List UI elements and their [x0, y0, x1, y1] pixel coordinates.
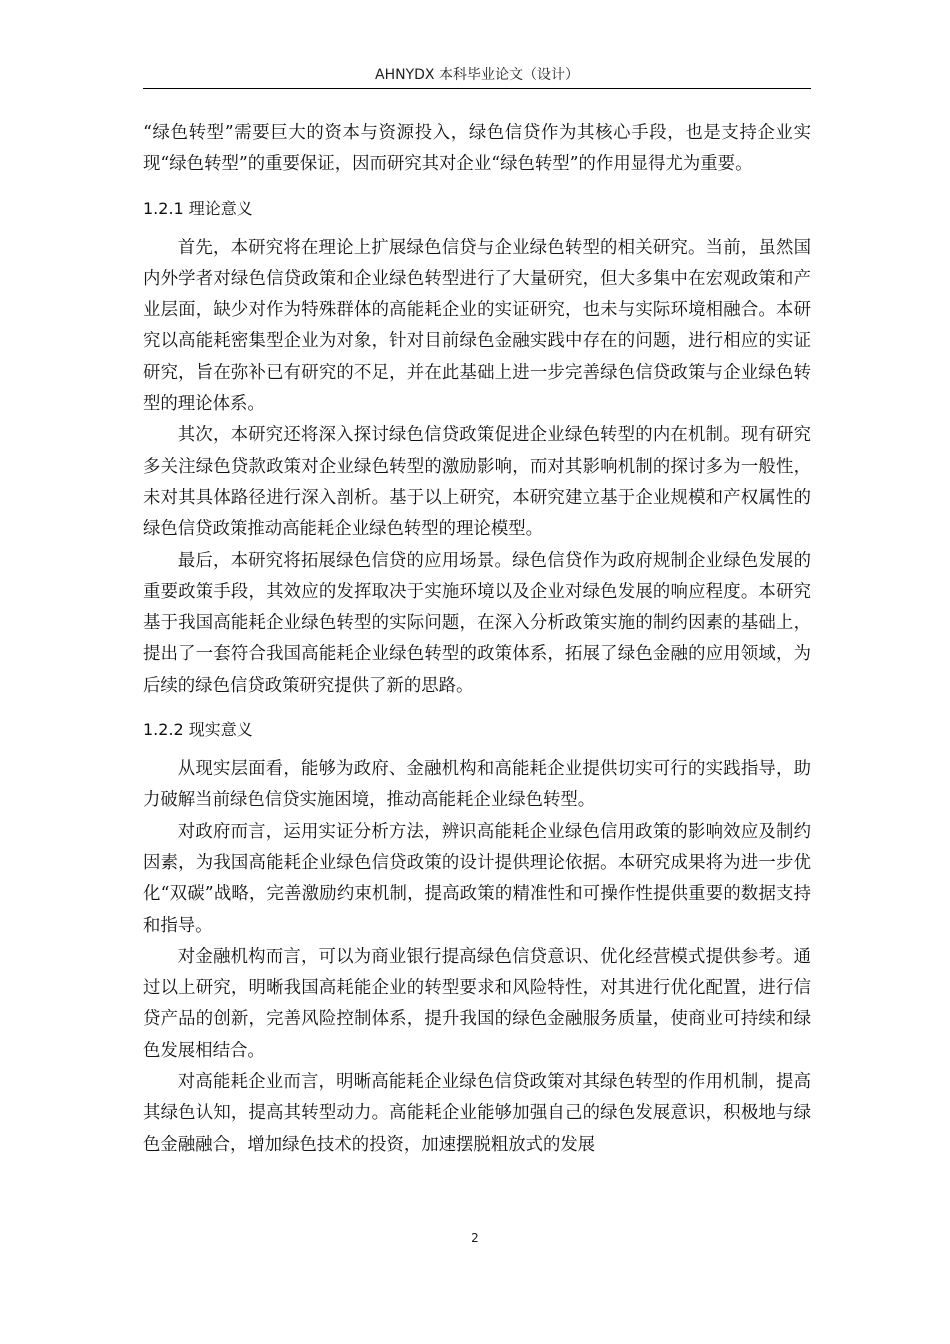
section-heading-theoretical-significance: 1.2.1 理论意义: [143, 198, 253, 218]
page-body: [143, 118, 811, 1161]
paragraph-theory-third: 最后，本研究将拓展绿色信贷的应用场景。绿色信贷作为政府规制企业绿色发展的重要政策手段，其效应的发挥取决于实施环境以及企业对绿色发展的响应程度。本研究基于我国高能耗企业绿色转型的实际问题，在深入分析政策实施的制约因素的基础上，提出了一套符合我国高能耗企业绿色转型的政策体系，拓展了绿色金融的应用领域，为后续的绿色信贷政策研究提供了新的思路。: [143, 550, 811, 696]
paragraph-practice-overview: 从现实层面看，能够为政府、金融机构和高能耗企业提供切实可行的实践指导，助力破解当前绿色信贷实施困境，推动高能耗企业绿色转型。: [143, 759, 811, 811]
paragraph-theory-second: 其次，本研究还将深入探讨绿色信贷政策促进企业绿色转型的内在机制。现有研究多关注绿色贷款政策对企业绿色转型的激励影响，而对其影响机制的探讨多为一般性，未对其具体路径进行深入剖析。基于以上研究，本研究建立基于企业规模和产权属性的绿色信贷政策推动高能耗企业绿色转型的理论模型。: [143, 425, 811, 540]
paragraph-practice-enterprises: 对高能耗企业而言，明晰高能耗企业绿色信贷政策对其绿色转型的作用机制，提高其绿色认知，提高其转型动力。高能耗企业能够加强自己的绿色发展意识，积极地与绿色金融融合，增加绿色技术的投资，加速摆脱粗放式的发展: [143, 1072, 811, 1155]
header-rule: [143, 88, 811, 89]
running-header: AHNYDX 本科毕业论文（设计）: [375, 67, 579, 83]
page-number: 2: [471, 1231, 479, 1245]
paragraph-theory-first: 首先，本研究将在理论上扩展绿色信贷与企业绿色转型的相关研究。当前，虽然国内外学者对绿色信贷政策和企业绿色转型进行了大量研究，但大多集中在宏观政策和产业层面，缺少对作为特殊群体的高能耗企业的实证研究，也未与实际环境相融合。本研究以高能耗密集型企业为对象，针对目前绿色金融实践中存在的问题，进行相应的实证研究，旨在弥补已有研究的不足，并在此基础上进一步完善绿色信贷政策与企业绿色转型的理论体系。: [143, 237, 811, 415]
paragraph-practice-government: 对政府而言，运用实证分析方法，辨识高能耗企业绿色信用政策的影响效应及制约因素，为我国高能耗企业绿色信贷政策的设计提供理论依据。本研究成果将为进一步优化“双碳”战略，完善激励约束机制，提高政策的精准性和可操作性提供重要的数据支持和指导。: [143, 821, 811, 936]
section-heading-practical-significance: 1.2.2 现实意义: [143, 720, 253, 740]
paragraph-practice-financial-institutions: 对金融机构而言，可以为商业银行提高绿色信贷意识、优化经营模式提供参考。通过以上研究，明晰我国高耗能企业的转型要求和风险特性，对其进行优化配置，进行信贷产品的创新，完善风险控制体系，提升我国的绿色金融服务质量，使商业可持续和绿色发展相结合。: [143, 946, 811, 1061]
paragraph-intro-continued: “绿色转型”需要巨大的资本与资源投入，绿色信贷作为其核心手段，也是支持企业实现“绿色转型”的重要保证，因而研究其对企业“绿色转型”的作用显得尤为重要。: [143, 123, 811, 175]
